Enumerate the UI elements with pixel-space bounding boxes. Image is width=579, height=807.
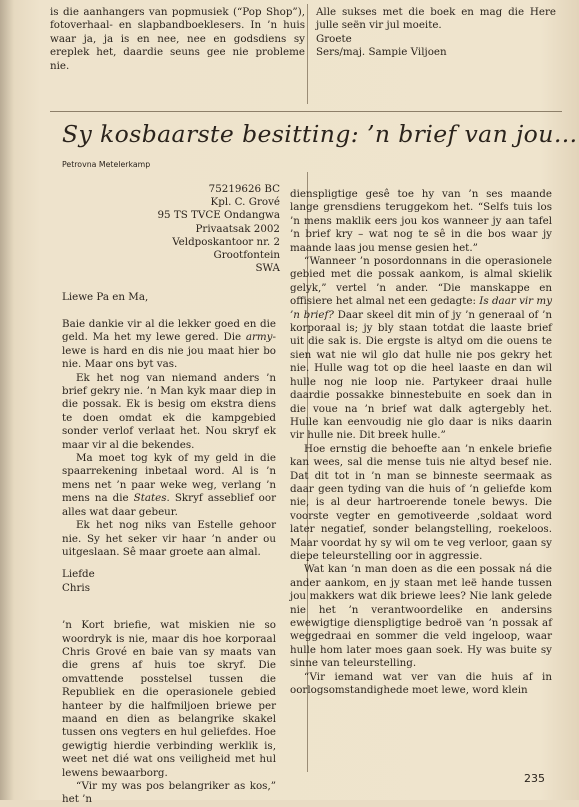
letter-paragraph: Ek het nog niks van Estelle gehoor nie. Sy het seker vir haar ’n ander ou uitgeslaan. Sê maar groete aan almal. — [62, 519, 276, 558]
article-paragraph: “Wanneer ’n posordonnans in die operasionele gebied met die possak aankom, is almal skielik gelyk,” vertel ’n ander. “Die manskappe en offisiere het almal net een gedagte: Is daar vir my ’n brief? Daar skeel dit min of jy ’n generaal of ’n korporaal is; jy bly staan totdat die laaste brief uit die sak is. Die ergste is altyd om die ouens te sien wat nie wil glo dat hulle nie pos gekry het nie. Hulle wag tot op die heel laaste en dan wil hulle nog nie loop nie. Partykeer draai hulle daardie possakke binnestebuite en soek dan in die voue na ’n brief wat dalk agtergebly het. Hulle kan eenvoudig nie glo daar is niks daarin vir hulle nie. Dit breek hulle.” — [290, 255, 553, 442]
letter-salutation: Liewe Pa en Ma, — [62, 291, 149, 303]
address-line: Kpl. C. Grové — [210, 196, 280, 209]
previous-article-end-left — [50, 6, 305, 73]
greeting: Groete — [316, 32, 352, 45]
previous-article-end-right — [316, 6, 556, 60]
address-line: 75219626 BC — [208, 183, 280, 195]
article-body-right — [290, 188, 552, 697]
article-paragraph: “Vir my was pos belangriker as kos,” het ’n — [62, 780, 276, 806]
page-number: 235 — [524, 772, 545, 785]
address-line: Privaatsak 2002 — [195, 222, 280, 235]
article-paragraph: Wat kan ’n man doen as die een possak ná die ander aankom, en jy staan met leë hande tussen jou makkers wat dik briewe lees? Nie lank gelede nie het ’n verantwoordelike en andersins ewewigtige dienspligtige bedroë van ’n possak af weggedraai en sommer die veld ingeloop, waar hulle hom later moes gaan soek. Hy was buite sy sinne van teleurstelling. — [290, 563, 552, 670]
letter-signoff: Chris — [62, 581, 91, 594]
letter-closing: Liefde — [62, 568, 95, 581]
article-paragraph: “Vir iemand wat ver van die huis af in oorlogsomstandighede moet lewe, word klein — [290, 670, 552, 697]
article-paragraph: ’n Kort briefie, wat miskien nie so woordryk is nie, maar dis hoe korporaal Chris Grové en baie van sy maats van die grens af huis toe skryf. Die omvattende posstelsel tussen die Republiek en die operasionele gebied hanteer by die halfmiljoen briewe per maand en dien as belangrike skakel tussen ons vegters en hul geliefdes. Hoe gewigtig hierdie verbinding werklik is, weet net dié wat ons veiligheid met hul lewens bewaarborg. — [62, 619, 276, 779]
signature: Sers/maj. Sampie Viljoen — [316, 46, 447, 59]
article-paragraph: Hoe ernstig die behoefte aan ’n enkele briefie kan wees, sal die mense tuis nie altyd besef nie. Dat dit tot in ’n man se binneste seermaak as daar geen tyding van die huis of ’n geliefde kom nie, is al deur hartroerende tonele bewys. Die voorste vegter en gemotiveerde ,soldaat word later negatief, sonder belangstelling, roekeloos. Maar voordat hy sy wil om te veg verloor, gaan sy diepe teleurstelling oor in aggressie. — [290, 442, 552, 562]
article-author: Petrovna Metelerkamp — [62, 160, 151, 169]
closing-wish: Alle sukses met die boek en mag die Here julle seën vir jul moeite. — [316, 6, 556, 32]
address-line: Veldposkantoor nr. 2 — [172, 235, 280, 248]
article-title: Sy kosbaarste besitting: ’n brief van jou… — [62, 120, 578, 148]
letter-paragraph: Ma moet tog kyk of my geld in die spaarrekening inbetaal word. Al is ’n mens net ’n paar weke weg, verlang ’n mens na die States. Skryf asseblief oor alles wat daar gebeur. — [62, 452, 276, 518]
letter-paragraph: Ek het nog van niemand anders ’n brief gekry nie. ’n Man kyk maar diep in die possak. Ek is besig om ekstra diens te doen omdat ek die kampgebied sonder verlof verlaat het. Nou skryf ek maar vir al die bekendes. — [62, 371, 276, 451]
section-divider — [50, 111, 562, 112]
address-line: SWA — [255, 262, 280, 275]
address-line: 95 TS TVCE Ondangwa — [157, 209, 280, 222]
article-paragraph: dienspligtige gesê toe hy van ’n ses maande lange grensdiens teruggekom het. “Selfs tuis los ’n mens maklik eers jou kos wanneer jy aan tafel ’n brief kry – wat nog te sê in die bos waar jy maande laas jou mense gesien het.” — [290, 188, 552, 254]
previous-article-text: is die aanhangers van popmusiek (“Pop Shop”), fotoverhaal- en slapbandboeklesers. In ’n huis waar ja, ja is en nee, nee en godsdiens sy ereplek het, daardie seuns gee nie probleme nie. — [50, 6, 305, 72]
address-line: Grootfontein — [213, 249, 280, 262]
column-divider-top — [307, 4, 308, 104]
letter-address — [100, 183, 280, 275]
letter-paragraph: Baie dankie vir al die lekker goed en die geld. Ma het my lewe gered. Die army-lewe is hard en dis nie jou maat hier bo nie. Maar ons byt vas. — [62, 318, 276, 371]
letter-body — [62, 318, 276, 807]
